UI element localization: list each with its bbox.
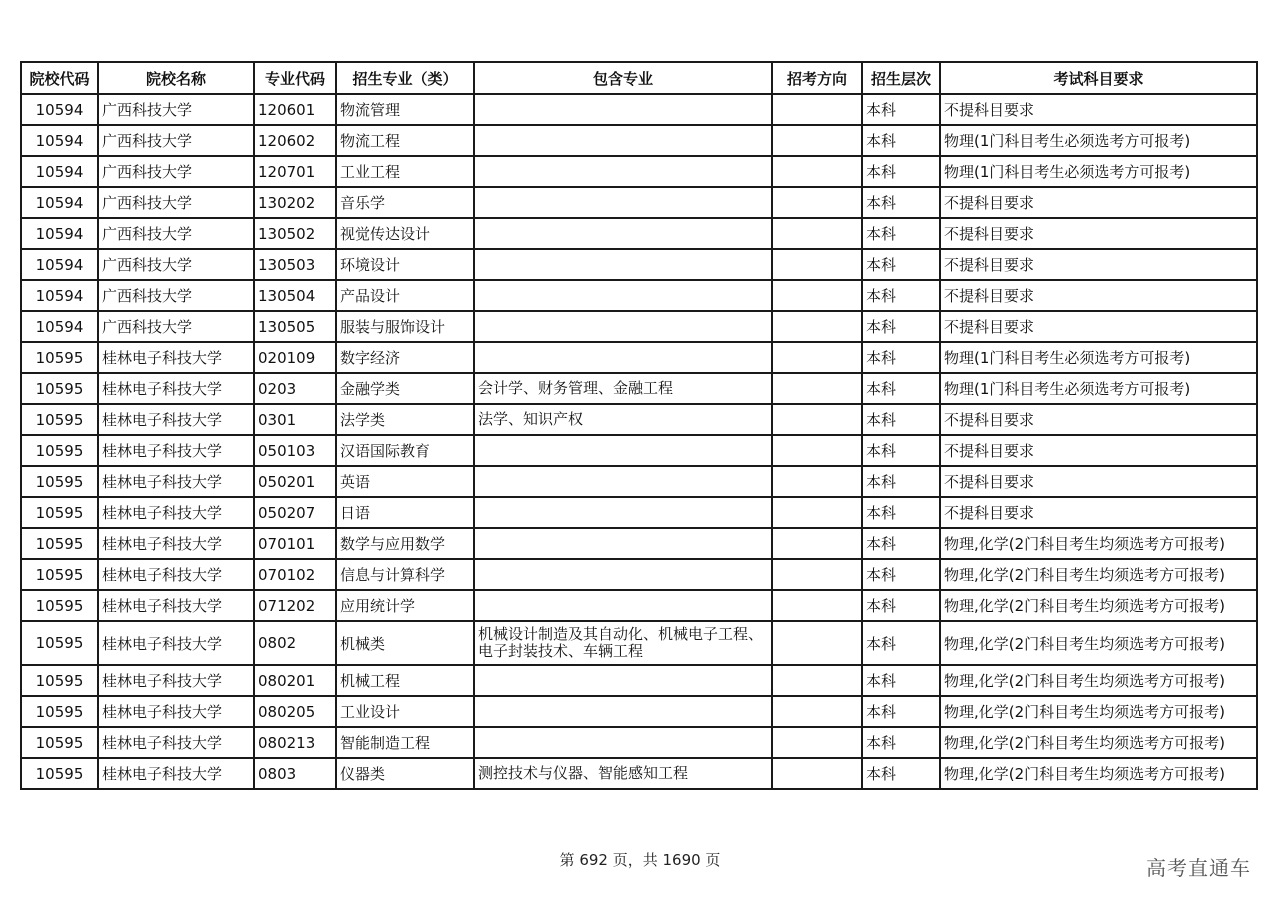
school-code-cell: 10595 [21,497,98,528]
school-code-cell: 10595 [21,621,98,665]
school-name-cell: 桂林电子科技大学 [98,727,254,758]
school-name-cell: 广西科技大学 [98,218,254,249]
school-name-cell: 桂林电子科技大学 [98,373,254,404]
direction-cell [772,249,862,280]
direction-cell [772,727,862,758]
major-code-cell: 071202 [254,590,336,621]
school-name-cell: 桂林电子科技大学 [98,404,254,435]
school-code-cell: 10594 [21,218,98,249]
included-majors-cell [474,311,772,342]
major-code-cell: 130504 [254,280,336,311]
subject-requirements-cell: 物理,化学(2门科目考生均须选考方可报考) [940,696,1257,727]
school-name-cell: 桂林电子科技大学 [98,435,254,466]
major-name-cell: 物流工程 [336,125,474,156]
included-majors-cell [474,218,772,249]
major-name-cell: 应用统计学 [336,590,474,621]
included-majors-cell: 法学、知识产权 [474,404,772,435]
table-row [21,590,1257,621]
table-row [21,528,1257,559]
school-name-cell: 桂林电子科技大学 [98,342,254,373]
level-cell: 本科 [862,404,940,435]
major-name-cell: 物流管理 [336,94,474,125]
school-name-cell: 桂林电子科技大学 [98,466,254,497]
major-code-cell: 120601 [254,94,336,125]
major-name-cell: 产品设计 [336,280,474,311]
direction-cell [772,187,862,218]
level-cell: 本科 [862,342,940,373]
admissions-table [20,61,1258,790]
level-cell: 本科 [862,497,940,528]
table-row [21,280,1257,311]
level-cell: 本科 [862,218,940,249]
level-cell: 本科 [862,758,940,789]
header-included-majors: 包含专业 [474,62,772,94]
major-code-cell: 080213 [254,727,336,758]
included-majors-cell [474,466,772,497]
level-cell: 本科 [862,311,940,342]
school-code-cell: 10595 [21,404,98,435]
table-body [21,94,1257,789]
table-row [21,373,1257,404]
school-name-cell: 广西科技大学 [98,280,254,311]
table-row [21,187,1257,218]
school-code-cell: 10595 [21,590,98,621]
subject-requirements-cell: 不提科目要求 [940,218,1257,249]
school-name-cell: 桂林电子科技大学 [98,758,254,789]
major-code-cell: 080201 [254,665,336,696]
school-code-cell: 10595 [21,373,98,404]
school-code-cell: 10595 [21,466,98,497]
level-cell: 本科 [862,727,940,758]
level-cell: 本科 [862,665,940,696]
table-row [21,156,1257,187]
school-name-cell: 广西科技大学 [98,249,254,280]
major-code-cell: 130505 [254,311,336,342]
header-subject-requirements: 考试科目要求 [940,62,1257,94]
header-direction: 招考方向 [772,62,862,94]
direction-cell [772,435,862,466]
header-school-name: 院校名称 [98,62,254,94]
major-code-cell: 0802 [254,621,336,665]
direction-cell [772,665,862,696]
major-code-cell: 120602 [254,125,336,156]
subject-requirements-cell: 物理(1门科目考生必须选考方可报考) [940,156,1257,187]
direction-cell [772,94,862,125]
header-school-code: 院校代码 [21,62,98,94]
table-row [21,404,1257,435]
major-code-cell: 050103 [254,435,336,466]
page-number: 第 692 页，共 1690 页 [559,851,721,869]
school-code-cell: 10594 [21,280,98,311]
subject-requirements-cell: 物理,化学(2门科目考生均须选考方可报考) [940,559,1257,590]
school-code-cell: 10594 [21,125,98,156]
school-name-cell: 桂林电子科技大学 [98,621,254,665]
major-code-cell: 070102 [254,559,336,590]
table-row [21,696,1257,727]
major-name-cell: 机械类 [336,621,474,665]
table-row [21,94,1257,125]
school-name-cell: 广西科技大学 [98,187,254,218]
direction-cell [772,528,862,559]
included-majors-cell [474,590,772,621]
school-code-cell: 10594 [21,311,98,342]
level-cell: 本科 [862,249,940,280]
header-row [21,62,1257,94]
subject-requirements-cell: 物理(1门科目考生必须选考方可报考) [940,373,1257,404]
direction-cell [772,559,862,590]
direction-cell [772,218,862,249]
major-code-cell: 080205 [254,696,336,727]
included-majors-cell: 测控技术与仪器、智能感知工程 [474,758,772,789]
major-code-cell: 050207 [254,497,336,528]
subject-requirements-cell: 不提科目要求 [940,497,1257,528]
table-row [21,727,1257,758]
major-name-cell: 日语 [336,497,474,528]
subject-requirements-cell: 物理,化学(2门科目考生均须选考方可报考) [940,665,1257,696]
direction-cell [772,311,862,342]
header-level: 招生层次 [862,62,940,94]
subject-requirements-cell: 物理,化学(2门科目考生均须选考方可报考) [940,727,1257,758]
school-name-cell: 桂林电子科技大学 [98,559,254,590]
major-name-cell: 仪器类 [336,758,474,789]
major-name-cell: 信息与计算科学 [336,559,474,590]
major-code-cell: 0301 [254,404,336,435]
included-majors-cell [474,342,772,373]
included-majors-cell [474,94,772,125]
table-row [21,497,1257,528]
major-name-cell: 服装与服饰设计 [336,311,474,342]
major-name-cell: 机械工程 [336,665,474,696]
table-row [21,249,1257,280]
subject-requirements-cell: 不提科目要求 [940,94,1257,125]
included-majors-cell [474,559,772,590]
direction-cell [772,696,862,727]
direction-cell [772,758,862,789]
table-row [21,758,1257,789]
subject-requirements-cell: 物理,化学(2门科目考生均须选考方可报考) [940,528,1257,559]
major-name-cell: 智能制造工程 [336,727,474,758]
direction-cell [772,342,862,373]
school-name-cell: 桂林电子科技大学 [98,497,254,528]
level-cell: 本科 [862,590,940,621]
watermark: 高考直通车 [1146,856,1251,880]
school-name-cell: 广西科技大学 [98,156,254,187]
level-cell: 本科 [862,435,940,466]
major-code-cell: 130502 [254,218,336,249]
school-code-cell: 10595 [21,559,98,590]
table-row [21,342,1257,373]
school-name-cell: 广西科技大学 [98,94,254,125]
included-majors-cell: 会计学、财务管理、金融工程 [474,373,772,404]
header-major-code: 专业代码 [254,62,336,94]
direction-cell [772,373,862,404]
included-majors-cell [474,528,772,559]
subject-requirements-cell: 物理,化学(2门科目考生均须选考方可报考) [940,621,1257,665]
major-name-cell: 数学与应用数学 [336,528,474,559]
school-name-cell: 桂林电子科技大学 [98,590,254,621]
school-code-cell: 10594 [21,94,98,125]
subject-requirements-cell: 不提科目要求 [940,466,1257,497]
included-majors-cell [474,187,772,218]
subject-requirements-cell: 物理(1门科目考生必须选考方可报考) [940,342,1257,373]
level-cell: 本科 [862,466,940,497]
major-code-cell: 0803 [254,758,336,789]
table-row [21,665,1257,696]
subject-requirements-cell: 不提科目要求 [940,249,1257,280]
direction-cell [772,125,862,156]
table-row [21,218,1257,249]
direction-cell [772,590,862,621]
major-name-cell: 法学类 [336,404,474,435]
header-major-name: 招生专业（类） [336,62,474,94]
major-name-cell: 视觉传达设计 [336,218,474,249]
subject-requirements-cell: 不提科目要求 [940,280,1257,311]
included-majors-cell [474,125,772,156]
major-name-cell: 汉语国际教育 [336,435,474,466]
table-row [21,311,1257,342]
school-code-cell: 10595 [21,758,98,789]
school-name-cell: 桂林电子科技大学 [98,665,254,696]
subject-requirements-cell: 物理(1门科目考生必须选考方可报考) [940,125,1257,156]
table-row [21,435,1257,466]
major-code-cell: 120701 [254,156,336,187]
table-row [21,125,1257,156]
major-name-cell: 环境设计 [336,249,474,280]
direction-cell [772,156,862,187]
school-code-cell: 10595 [21,696,98,727]
school-code-cell: 10595 [21,342,98,373]
level-cell: 本科 [862,156,940,187]
school-code-cell: 10595 [21,665,98,696]
direction-cell [772,280,862,311]
school-code-cell: 10595 [21,435,98,466]
level-cell: 本科 [862,125,940,156]
included-majors-cell: 机械设计制造及其自动化、机械电子工程、电子封装技术、车辆工程 [474,621,772,665]
major-code-cell: 050201 [254,466,336,497]
level-cell: 本科 [862,373,940,404]
subject-requirements-cell: 不提科目要求 [940,311,1257,342]
level-cell: 本科 [862,187,940,218]
included-majors-cell [474,249,772,280]
direction-cell [772,621,862,665]
school-code-cell: 10595 [21,727,98,758]
school-name-cell: 桂林电子科技大学 [98,696,254,727]
school-code-cell: 10595 [21,528,98,559]
subject-requirements-cell: 物理,化学(2门科目考生均须选考方可报考) [940,758,1257,789]
major-name-cell: 金融学类 [336,373,474,404]
subject-requirements-cell: 不提科目要求 [940,435,1257,466]
level-cell: 本科 [862,94,940,125]
major-code-cell: 020109 [254,342,336,373]
included-majors-cell [474,696,772,727]
major-name-cell: 英语 [336,466,474,497]
major-name-cell: 数字经济 [336,342,474,373]
table-row [21,559,1257,590]
major-name-cell: 工业设计 [336,696,474,727]
level-cell: 本科 [862,621,940,665]
table-row [21,466,1257,497]
school-name-cell: 广西科技大学 [98,311,254,342]
level-cell: 本科 [862,280,940,311]
school-code-cell: 10594 [21,156,98,187]
major-code-cell: 0203 [254,373,336,404]
subject-requirements-cell: 不提科目要求 [940,404,1257,435]
major-code-cell: 130202 [254,187,336,218]
included-majors-cell [474,435,772,466]
major-code-cell: 070101 [254,528,336,559]
level-cell: 本科 [862,528,940,559]
direction-cell [772,466,862,497]
subject-requirements-cell: 物理,化学(2门科目考生均须选考方可报考) [940,590,1257,621]
direction-cell [772,497,862,528]
school-name-cell: 桂林电子科技大学 [98,528,254,559]
school-code-cell: 10594 [21,187,98,218]
school-name-cell: 广西科技大学 [98,125,254,156]
table-row [21,621,1257,665]
included-majors-cell [474,280,772,311]
included-majors-cell [474,156,772,187]
school-code-cell: 10594 [21,249,98,280]
level-cell: 本科 [862,696,940,727]
level-cell: 本科 [862,559,940,590]
included-majors-cell [474,497,772,528]
major-name-cell: 音乐学 [336,187,474,218]
direction-cell [772,404,862,435]
major-name-cell: 工业工程 [336,156,474,187]
subject-requirements-cell: 不提科目要求 [940,187,1257,218]
included-majors-cell [474,727,772,758]
included-majors-cell [474,665,772,696]
major-code-cell: 130503 [254,249,336,280]
